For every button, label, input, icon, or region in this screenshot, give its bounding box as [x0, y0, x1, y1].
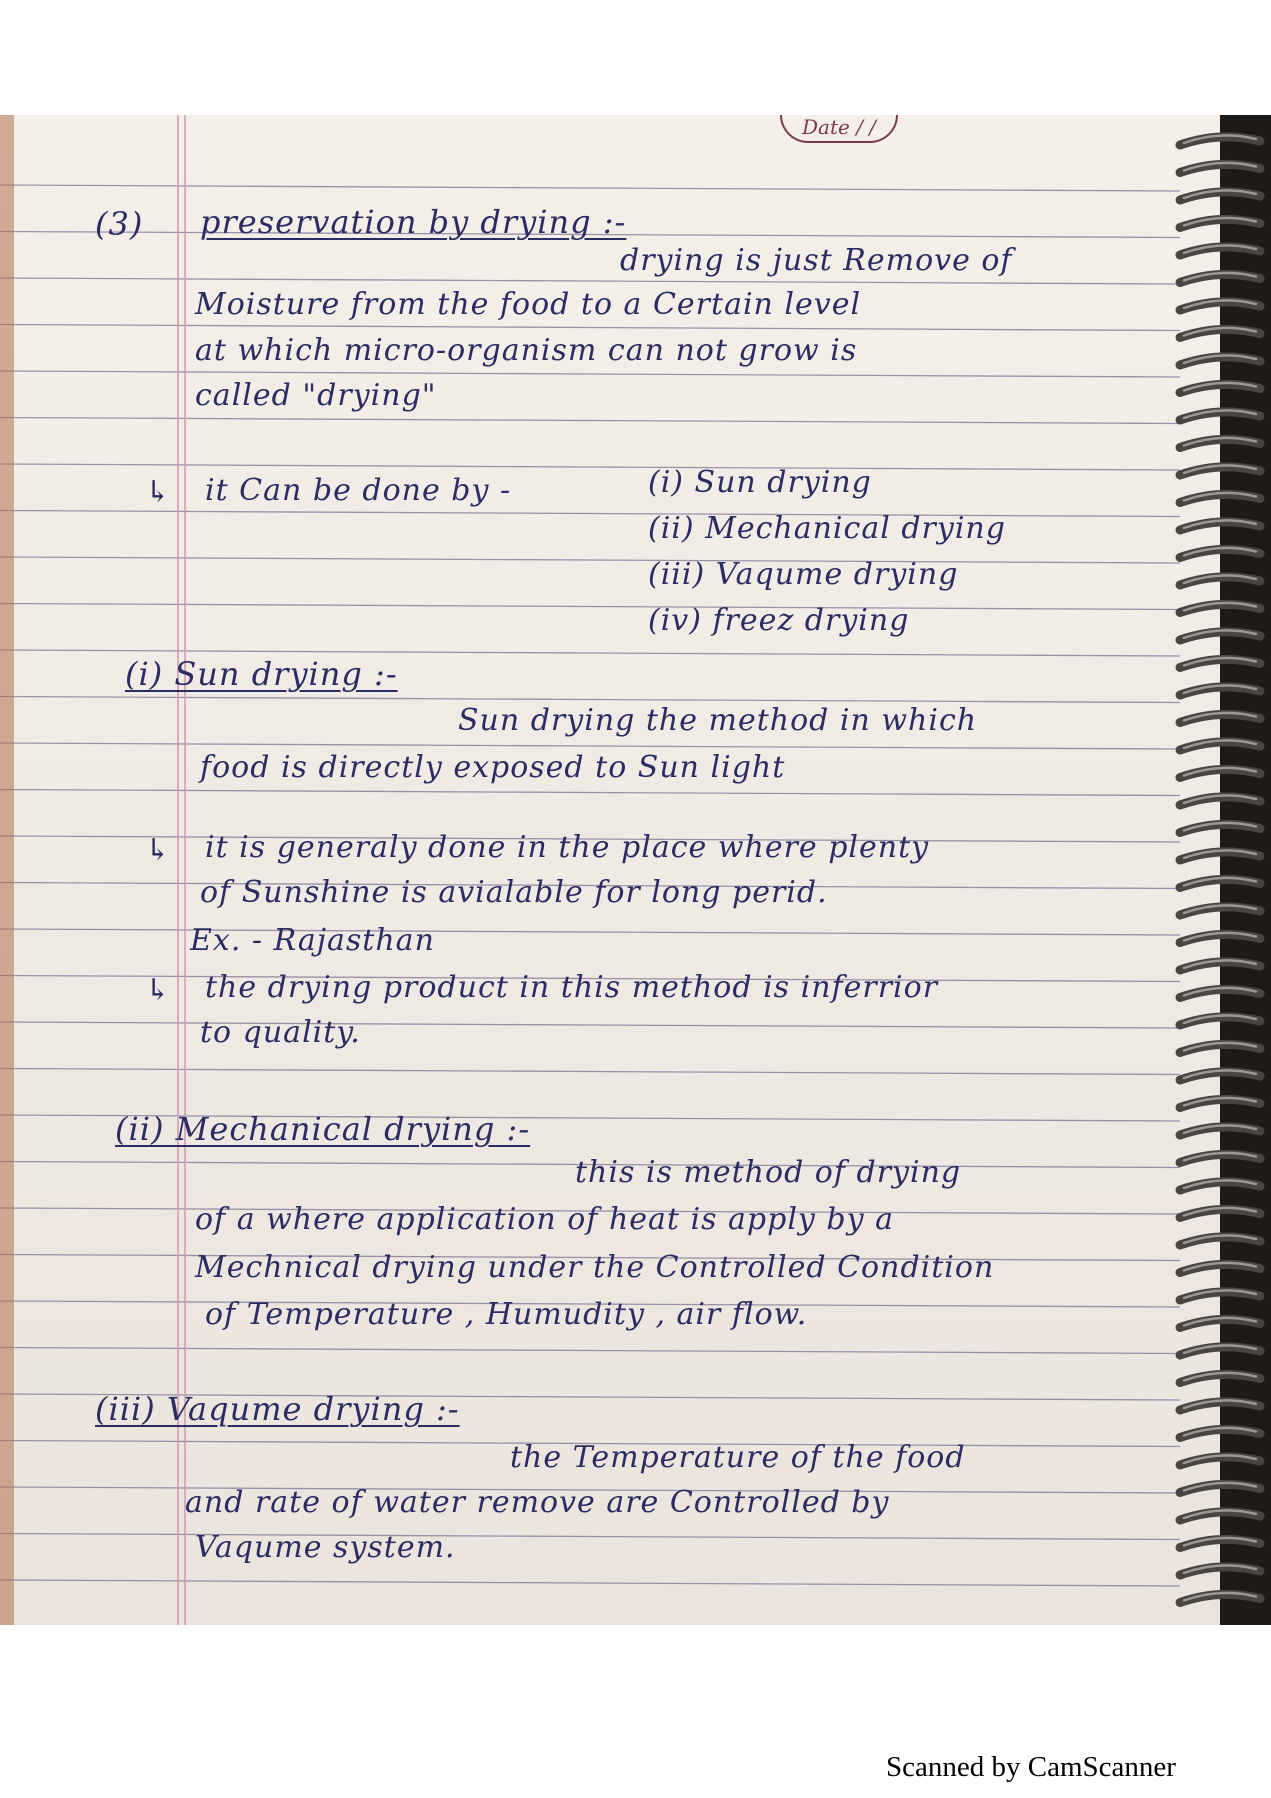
spiral-binding	[1160, 115, 1271, 1625]
rule-line	[0, 1534, 1180, 1540]
definition-line: Moisture from the food to a Certain level	[195, 287, 862, 322]
vaqume-drying-body: and rate of water remove are Controlled by	[185, 1485, 890, 1520]
mechanical-drying-heading: (ii) Mechanical drying :-	[115, 1110, 531, 1148]
notebook-page	[0, 115, 1271, 1625]
methods-intro: it Can be done by -	[205, 473, 512, 508]
definition-line: drying is just Remove of	[620, 243, 1013, 278]
sun-drying-body: Sun drying the method in which	[458, 703, 978, 738]
sun-drying-example: Ex. - Rajasthan	[190, 923, 435, 958]
mechanical-drying-body: of a where application of heat is apply by a	[195, 1202, 894, 1237]
bullet-arrow-icon: ↳	[145, 475, 172, 510]
sun-drying-point: the drying product in this method is inferrior	[205, 970, 939, 1005]
rule-line	[0, 185, 1180, 191]
mechanical-drying-body: this is method of drying	[575, 1155, 962, 1190]
rule-line	[0, 418, 1180, 424]
rule-line	[0, 790, 1180, 796]
rule-line	[0, 325, 1180, 331]
date-stamp: Date / /	[780, 115, 898, 143]
definition-line: called "drying"	[195, 378, 437, 413]
page-edge	[0, 115, 14, 1625]
scanner-credit: Scanned by CamScanner	[886, 1751, 1176, 1783]
rule-line	[0, 1022, 1180, 1028]
sun-drying-point: to quality.	[200, 1015, 361, 1050]
rule-line	[0, 743, 1180, 749]
section-heading: preservation by drying :-	[200, 203, 627, 241]
sun-drying-heading: (i) Sun drying :-	[125, 655, 398, 693]
rule-line	[0, 557, 1180, 563]
vaqume-drying-heading: (iii) Vaqume drying :-	[95, 1390, 460, 1428]
rule-line	[0, 278, 1180, 284]
vaqume-drying-body: Vaqume system.	[195, 1530, 456, 1565]
mechanical-drying-body: of Temperature , Humudity , air flow.	[205, 1297, 808, 1332]
sun-drying-body: food is directly exposed to Sun light	[200, 750, 786, 785]
sun-drying-point: it is generaly done in the place where plenty	[205, 830, 930, 865]
rule-line	[0, 697, 1180, 703]
rule-line	[0, 464, 1180, 470]
rule-line	[0, 371, 1180, 377]
sun-drying-point: of Sunshine is avialable for long perid.	[200, 875, 828, 910]
rule-line	[0, 1069, 1180, 1075]
method-item: (ii) Mechanical drying	[648, 511, 1006, 546]
rule-line	[0, 1348, 1180, 1354]
method-item: (iv) freez drying	[648, 603, 910, 638]
method-item: (iii) Vaqume drying	[648, 557, 959, 592]
rule-line	[0, 1580, 1180, 1586]
method-item: (i) Sun drying	[648, 465, 872, 500]
mechanical-drying-body: Mechnical drying under the Controlled Condition	[195, 1250, 995, 1285]
section-number: (3)	[95, 205, 144, 243]
vaqume-drying-body: the Temperature of the food	[510, 1440, 966, 1475]
definition-line: at which micro-organism can not grow is	[195, 333, 858, 368]
bullet-arrow-icon: ↳	[145, 833, 172, 868]
bullet-arrow-icon: ↳	[145, 973, 172, 1008]
rule-line	[0, 929, 1180, 935]
rule-line	[0, 604, 1180, 610]
